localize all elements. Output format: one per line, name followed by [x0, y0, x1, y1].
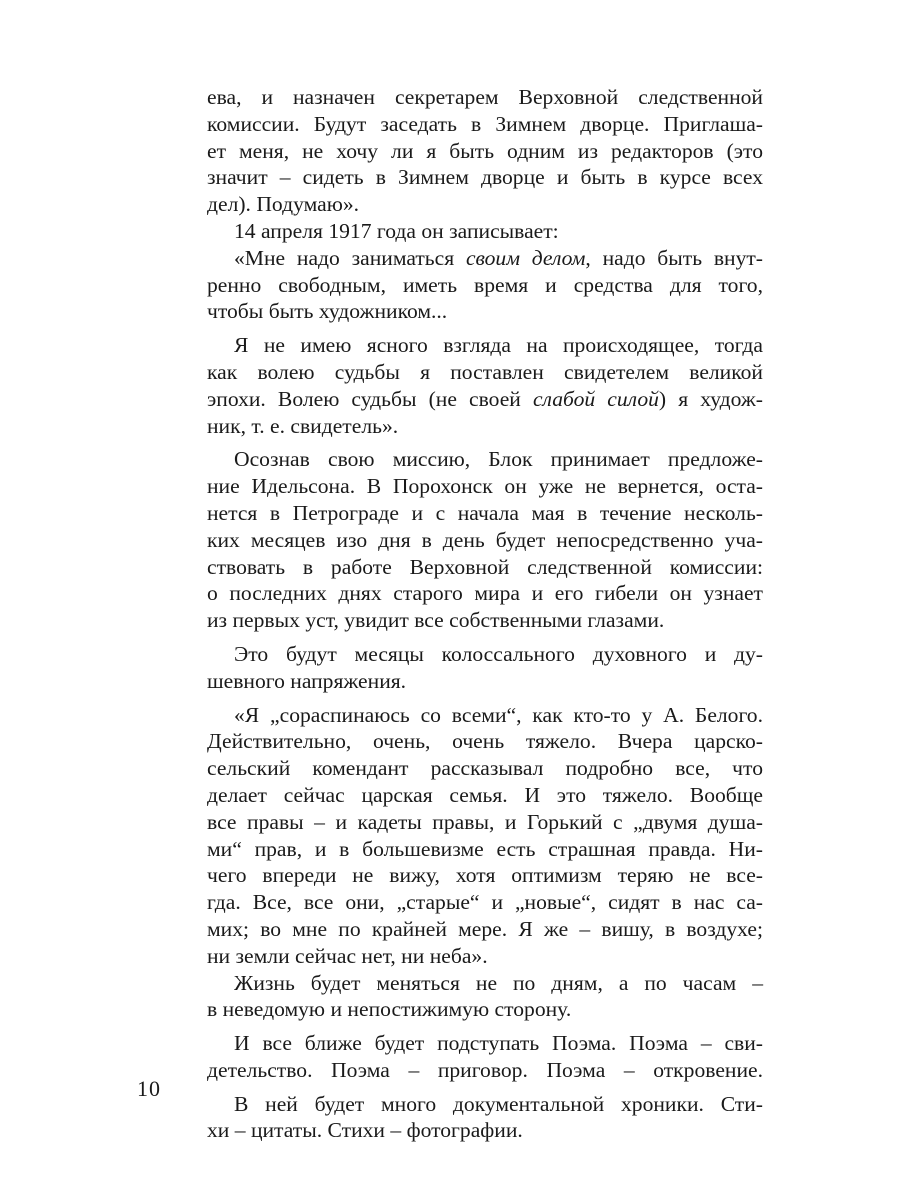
text-line: чтобы быть художником...: [207, 299, 448, 324]
text-line: гда. Все, все они, „старые“ и „новые“, сидят в нас са-: [207, 890, 763, 915]
text-line: о последних днях старого мира и его гибели он узнает: [207, 581, 763, 606]
text-line: шевного напряжения.: [207, 668, 407, 693]
text-line: все правы – и кадеты правы, и Горький с „двумя душа-: [207, 809, 763, 834]
text-line: хи – цитаты. Стихи – фотографии.: [207, 1118, 523, 1143]
text-line: ренно свободным, иметь время и средства для того,: [207, 272, 763, 297]
text-line: В ней будет много документальной хроники. Сти-: [234, 1091, 763, 1116]
text-line: ми“ прав, и в большевизме есть страшная правда. Ни-: [207, 836, 763, 861]
text-line: нется в Петрограде и с начала мая в течение несколь-: [207, 500, 763, 525]
text-line: ни земли сейчас нет, ни неба».: [207, 943, 488, 968]
text-line: как волею судьбы я поставлен свидетелем великой: [207, 359, 763, 384]
text-line: из первых уст, увидит все собственными глазами.: [207, 608, 665, 633]
text-line: ник, т. е. свидетель».: [207, 413, 399, 438]
text-line: Жизнь будет меняться не по дням, а по часам –: [234, 970, 763, 995]
text-line: чего впереди не вижу, хотя оптимизм теряю не все-: [207, 863, 763, 888]
text-line: И все ближе будет подступать Поэма. Поэма – сви-: [234, 1031, 763, 1056]
text-line: детельство. Поэма – приговор. Поэма – откровение.: [207, 1057, 763, 1082]
text-line: эпохи. Волею судьбы (не своей слабой силой) я худож-: [207, 386, 763, 411]
text-line: ствовать в работе Верховной следственной комиссии:: [207, 554, 763, 579]
body-text: [207, 84, 763, 1144]
page-number: 10: [137, 1076, 161, 1101]
text-line: ние Идельсона. В Порохонск он уже не вернется, оста-: [207, 474, 763, 499]
text-line: «Я „сораспинаюсь со всеми“, как кто-то у А. Белого.: [234, 702, 763, 727]
text-line: Действительно, очень, очень тяжело. Вчера царско-: [207, 729, 763, 754]
text-line: дел). Подумаю».: [207, 192, 360, 217]
text-line: мих; во мне по крайней мере. Я же – вишу, в воздухе;: [207, 916, 763, 941]
text-line: 14 апреля 1917 года он записывает:: [234, 218, 559, 243]
text-line: Это будут месяцы колоссального духовного и ду-: [234, 641, 763, 666]
text-line: ева, и назначен секретарем Верховной следственной: [207, 85, 763, 109]
text-line: сельский комендант рассказывал подробно все, что: [207, 756, 763, 781]
text-line: Осознав свою миссию, Блок принимает предложе-: [234, 447, 763, 472]
text-line: делает сейчас царская семья. И это тяжело. Вообще: [207, 782, 763, 807]
text-line: «Мне надо заниматься своим делом, надо быть внут-: [234, 245, 763, 270]
text-line: в неведомую и непостижимую сторону.: [207, 997, 572, 1022]
text-line: ет меня, не хочу ли я быть одним из редакторов (это: [207, 138, 763, 163]
text-line: Я не имею ясного взгляда на происходящее, тогда: [234, 333, 763, 358]
text-line: ких месяцев изо дня в день будет непосредственно уча-: [207, 527, 763, 552]
text-line: значит – сидеть в Зимнем дворце и быть в курсе всех: [207, 165, 763, 190]
text-line: комиссии. Будут заседать в Зимнем дворце. Приглаша-: [207, 111, 763, 136]
